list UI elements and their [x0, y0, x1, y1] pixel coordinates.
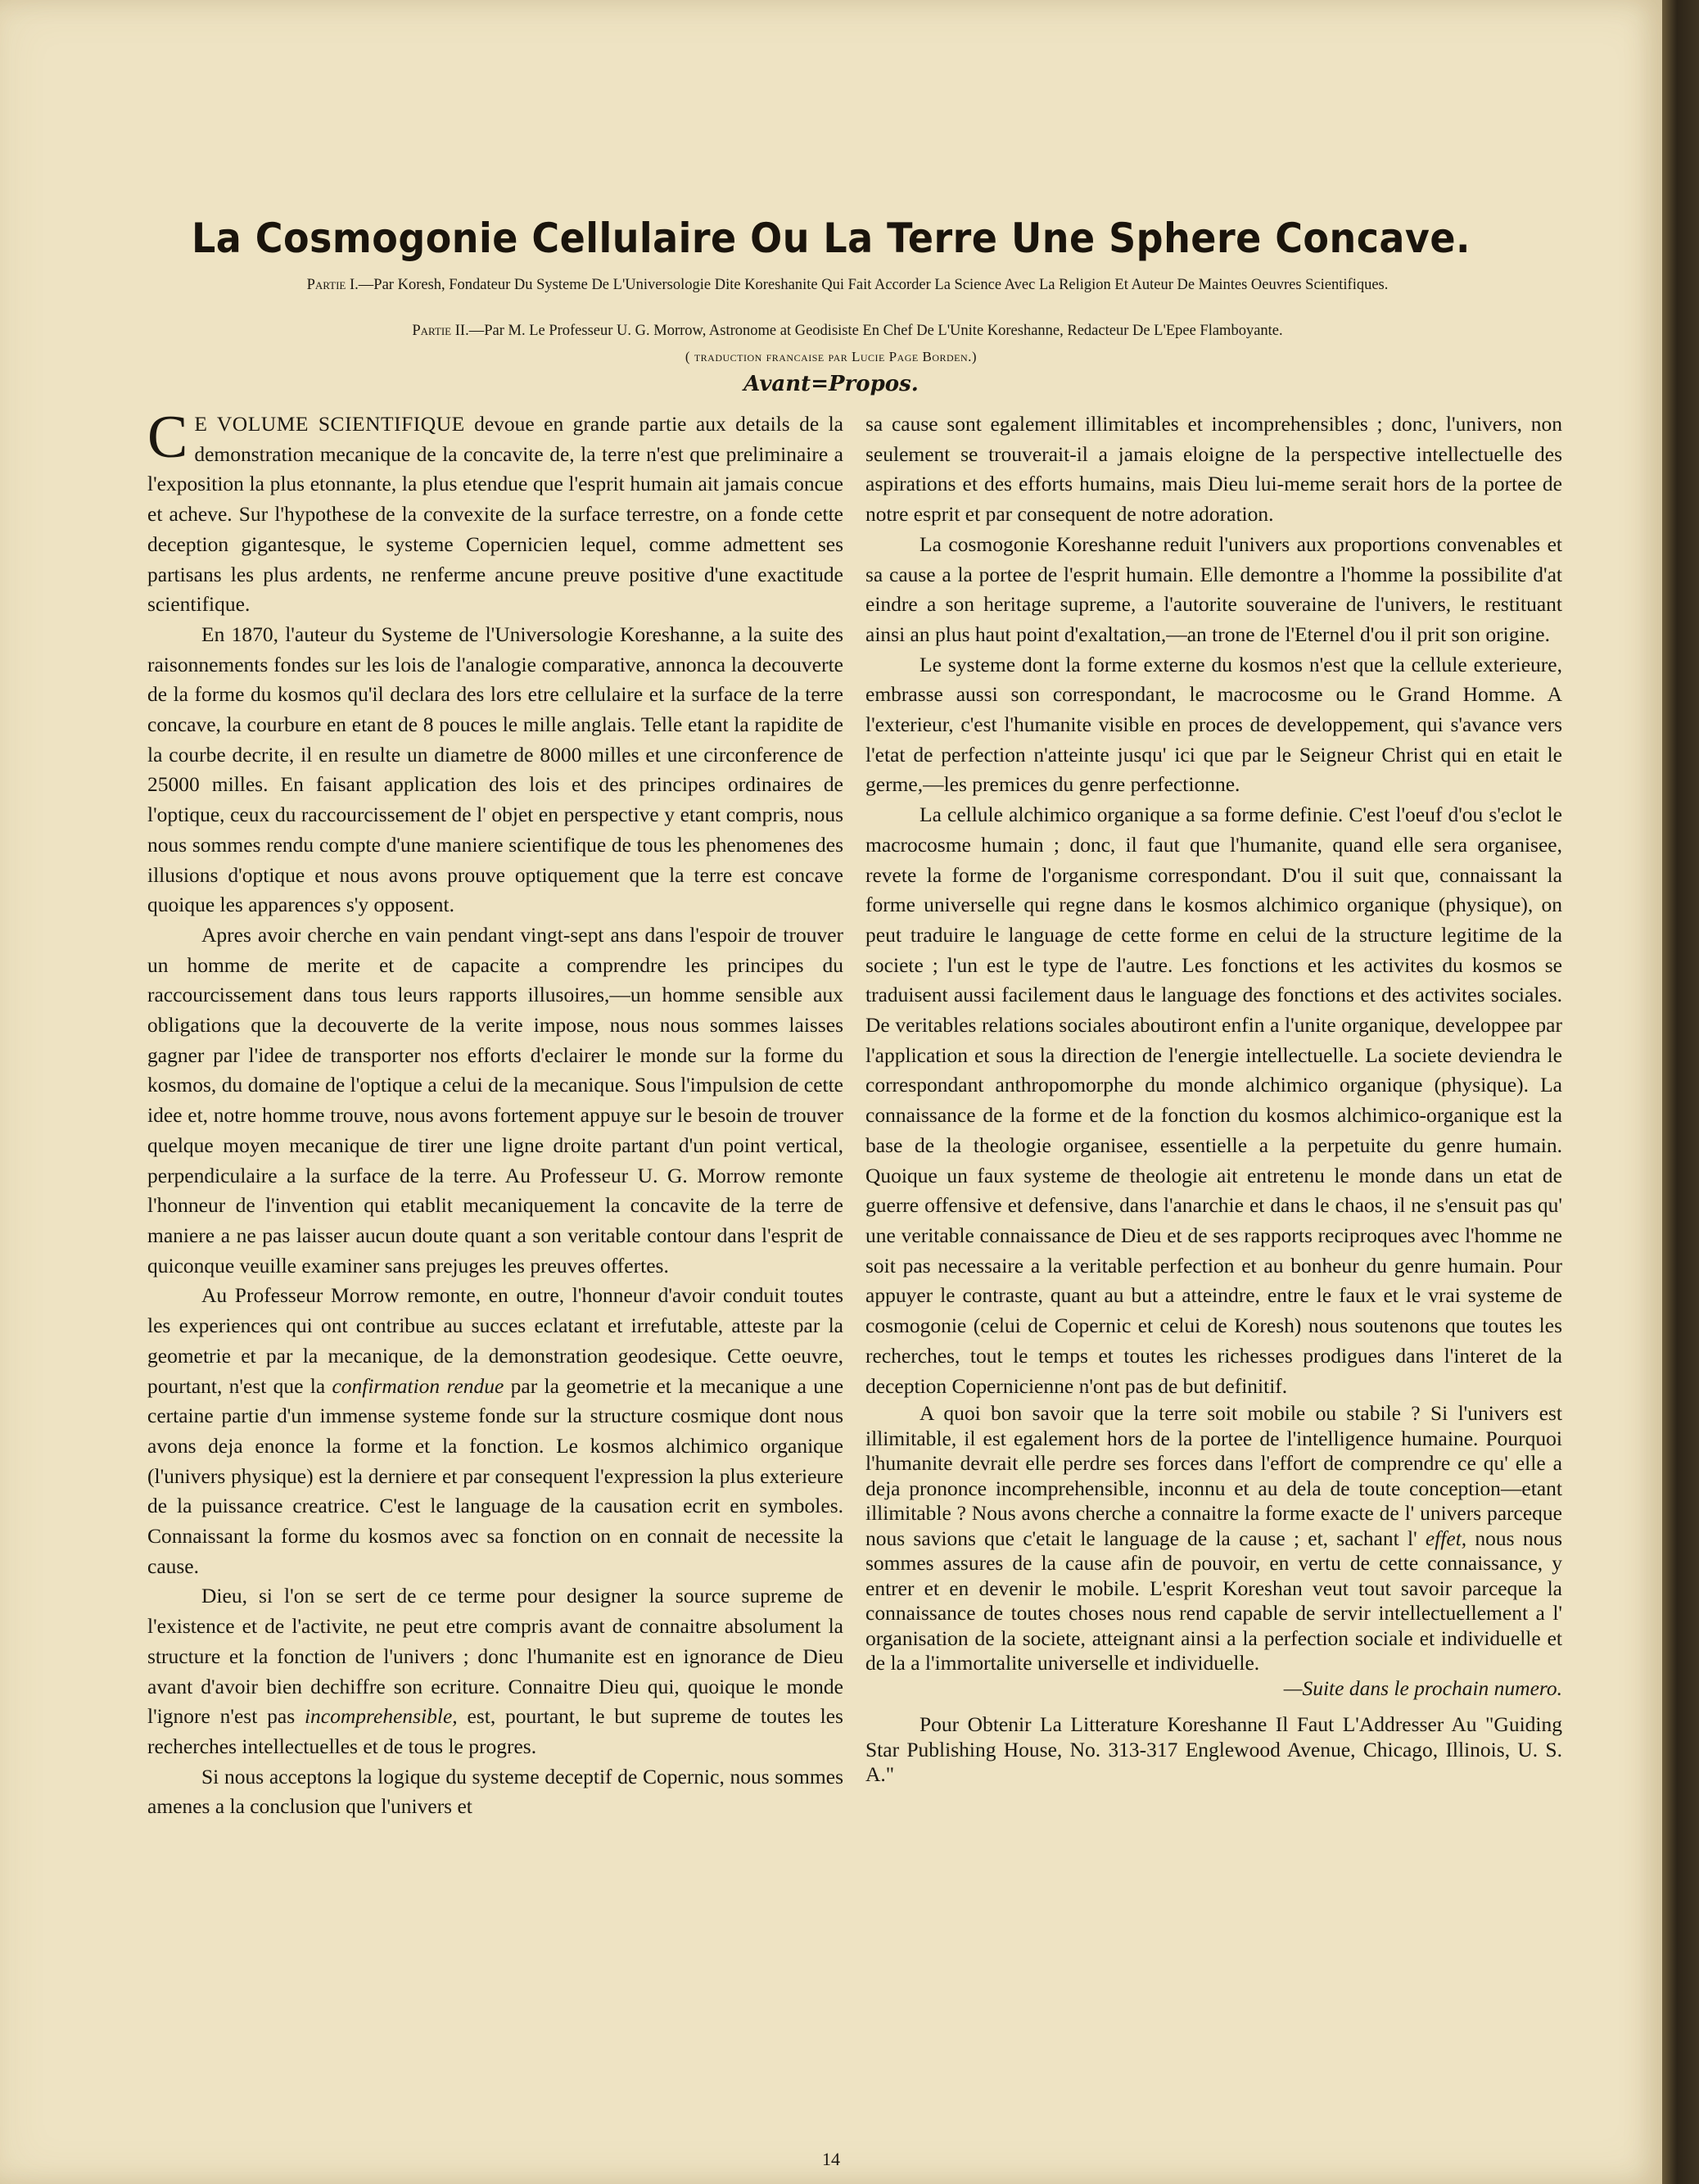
translation-credit: ( traduction francaise par Lucie Page Borden.) — [685, 349, 978, 364]
continuation-note: —Suite dans le prochain numero. — [1283, 1675, 1562, 1700]
paragraph-text: Au Professeur Morrow remonte, en outre, l'honneur d'avoir conduit toutes les experiences qui ont contribue au succes eclatant et irrefutable, atteste par la geometrie et par la mecanique, de la demonstration geodesique. Cette oeuvre, pourtant, n'est que la — [147, 1283, 843, 1398]
paragraph — [865, 1401, 1562, 1676]
paragraph-text: par la geometrie et la mecanique a une certaine partie d'un immense systeme fonde sur la structure cosmique dont nous avons deja enonce la forme et la fonction. Le kosmos alchimico organique (l'univers physique) est la derniere et par consequent l'expression la plus exterieure de la puissance creatrice. C'est le language de la causation ecrit en symboles. Connaissant la forme du kosmos avec sa fonction on en connait de necessite la cause. — [147, 1373, 844, 1578]
paragraph: La cellule alchimico organique a sa forme definie. C'est l'oeuf d'ou s'eclot le macrocosme humain ; donc, il faut que l'humanite, quand elle sera organisee, revete la forme de l'organisme correspondant. D'ou il suit que, connaissant la forme universelle qui regne dans le kosmos alchimico organique (physique), on peut traduire le language de cette forme en celui de la structure legitime de la societe ; l'un est le type de l'autre. Les fonctions et les activites du kosmos se traduisent aussi facilement daus le language des fonctions et des activites sociales. De veritables relations sociales aboutiront enfin a l'unite organique, developpee par l'application et sous la direction de l'energie intellectuelle. La societe deviendra le correspondant anthropomorphe du monde alchimico organique (physique). La connaissance de la forme et de la fonction du kosmos alchimico-organique est la base de la theologie organisee, essentielle a la perpetuite du genre humain. Quoique un faux systeme de theologie ait entretenu le monde dans un etat de guerre offensive et defensive, dans l'anarchie et dans le chaos, il ne s'ensuit pas qu' une veritable connaissance de Dieu et de ses rapports reciproques avec l'homme ne soit pas necessaire a la veritable perfection et au bonheur du genre humain. Pour appuyer le contraste, quant au but a atteindre, entre le faux et le vrai systeme de cosmogonie (celui de Copernic et celui de Koresh) nous soutenons que toutes les recherches, tout le temps et toutes les richesses prodigues dans l'interet de la deception Copernicienne n'ont pas de but definitif. — [865, 803, 1562, 1398]
section-heading: Avant=Propos. — [743, 372, 919, 396]
publisher-notice: Pour Obtenir La Litterature Koreshanne Il Faut L'Addresser Au "Guiding Star Publishing House, No. 313-317 Englewood Avenue, Chicago, Illinois, U. S. A." — [865, 1712, 1562, 1787]
paragraph — [147, 1581, 843, 1761]
credit-part-2 — [156, 323, 1539, 339]
credit-part-1-text: —Par Koresh, Fondateur Du Systeme De L'Universologie Dite Koreshanite Qui Fait Accorder La Science Avec La Religion Et Auteur De Maintes Oeuvres Scientifiques. — [358, 277, 1389, 293]
paragraph: La cosmogonie Koreshanne reduit l'univers aux proportions convenables et sa cause a la portee de l'esprit humain. Elle demontre a l'homme la possibilite d'at eindre a son heritage supreme, a l'autorite souveraine de l'univers, le restituant ainsi an plus haut point d'exaltation,—an trone de l'Eternel d'ou il prit son origine. — [865, 531, 1562, 646]
left-column — [147, 404, 844, 1822]
paragraph-text: devoue en grande partie aux details de la demonstration mecanique de la concavite de, la terre n'est que preliminaire a l'exposition la plus etonnante, la plus etendue que l'esprit humain ait jamais concue et acheve. Sur l'hypothese de la convexite de la surface terrestre, on a fonde cette deception gigantesque, le systeme Copernicien lequel, comme admettent ses partisans les plus ardents, ne renferme ancune preuve positive d'une exactitude scientifique. — [147, 412, 843, 617]
emphasis: incomprehensible, — [304, 1704, 458, 1729]
paragraph — [147, 1281, 843, 1581]
paragraph: Le systeme dont la forme externe du kosmos n'est que la cellule exterieure, embrasse aussi son correspondant, le macrocosme ou le Grand Homme. A l'exterieur, c'est l'humanite visible en proces de developpement, qui s'avance vers l'etat de perfection n'atteinte jusqu' ici que par le Seigneur Christ qui en etait le germe,—les premices du genre perfectionne. — [865, 652, 1562, 797]
lead-caps: E VOLUME SCIENTIFIQUE — [194, 412, 465, 436]
page-number: 14 — [822, 2149, 840, 2169]
emphasis: confirmation rendue — [332, 1373, 504, 1398]
book-binding-edge — [1662, 0, 1699, 2184]
paragraph-text: A quoi bon savoir que la terre soit mobile ou stabile ? Si l'univers est illimitable, il est egalement hors de la portee de l'intelligence humaine. Pourquoi l'humanite devrait elle perdre ses forces dans l'effort de comprendre ce qu' elle a deja prononce incomprehensible, inconnu et au dela de toute conception—etant illimitable ? Nous avons cherche a connaitre la forme exacte de l' univers parceque nous savions que c'etait le language de la cause ; et, sachant l' — [865, 1401, 1562, 1550]
credit-part-1 — [156, 277, 1539, 293]
paragraph-text: Dieu, si l'on se sert de ce terme pour designer la source supreme de l'existence et de l'activite, ne peut etre compris avant de connaitre absolument la structure et la fonction de l'univers ; donc l'humanite est en ignorance de Dieu avant d'avoir bien dechiffre son ecriture. Connaitre Dieu qui, quoique le monde l'ignore n'est pas — [147, 1584, 843, 1729]
credit-part-2-label: Partie II. — [412, 323, 469, 339]
paragraph — [147, 404, 843, 620]
article-title: La Cosmogonie Cellulaire Ou La Terre Une Sphere Concave. — [192, 215, 1471, 262]
paragraph-text: est, pourtant, le but supreme de toutes les recherches intellectuelles et de tous le progres. — [147, 1704, 843, 1758]
credit-part-1-label: Partie I. — [306, 277, 359, 293]
paragraph: Si nous acceptons la logique du systeme deceptif de Copernic, nous sommes amenes a la conclusion que l'univers et — [147, 1764, 843, 1819]
paragraph: Apres avoir cherche en vain pendant vingt-sept ans dans l'espoir de trouver un homme de merite et de capacite a comprendre les principes du raccourcissement dans tous leurs rapports illusoires,—un homme sensible aux obligations que la decouverte de la verite impose, nous nous sommes laisses gagner par l'idee de transporter nos efforts d'eclairer le monde sur la forme du kosmos, du domaine de l'optique a celui de la mecanique. Sous l'impulsion de cette idee et, notre homme trouve, nous avons fortement appuye sur le besoin de trouver quelque moyen mecanique de tirer une ligne droite partant d'un point vertical, perpendiculaire a la surface de la terre. Au Professeur U. G. Morrow remonte l'honneur de l'invention qui etablit mecaniquement la concavite de la terre de maniere a ne pas laisser aucun doute quant a son veritable contour dans l'esprit de quiconque veuille examiner sans prejuges les preuves offertes. — [147, 922, 843, 1277]
drop-cap: C — [147, 404, 188, 471]
credit-part-2-text: —Par M. Le Professeur U. G. Morrow, Astronome at Geodisiste En Chef De L'Unite Koreshanne, Redacteur De L'Epee Flamboyante. — [468, 323, 1283, 339]
right-column — [865, 409, 1562, 1788]
paragraph-text: nous nous sommes assures de la cause afin de pouvoir, en vertu de cette connaissance, y entrer et en devenir le mobile. L'esprit Koreshan veut tout savoir parceque la connaissance de toutes choses nous rend capable de servir intellectuellement a l' organisation de la societe, atteignant ainsi a la perfection sociale et individuelle et de la a l'immortalite universelle et individuelle. — [865, 1526, 1562, 1675]
paragraph: sa cause sont egalement illimitables et incomprehensibles ; donc, l'univers, non seulement se trouverait-il a jamais eloigne de la perspective intellectuelle des aspirations et des efforts humains, mais Dieu lui-meme serait hors de la portee de notre esprit et par consequent de notre adoration. — [865, 412, 1562, 527]
paragraph: En 1870, l'auteur du Systeme de l'Universologie Koreshanne, a la suite des raisonnements fondes sur les lois de l'analogie comparative, annonca la decouverte de la forme du kosmos qu'il declara des lors etre cellulaire et la surface de la terre concave, la courbure en etant de 8 pouces le mille anglais. Telle etant la rapidite de la courbe decrite, il en resulte un diametre de 8000 milles et une circonference de 25000 milles. En faisant application des lois et des principes ordinaires de l'optique, ceux du raccourcissement de l' objet en perspective y etant compris, nous nous sommes rendu compte d'une maniere scientifique de tous les phenomenes des illusions d'optique et nous avons prouve optiquement que la terre est concave quoique les apparences s'y opposent. — [147, 622, 843, 917]
emphasis: effet, — [1425, 1526, 1467, 1550]
